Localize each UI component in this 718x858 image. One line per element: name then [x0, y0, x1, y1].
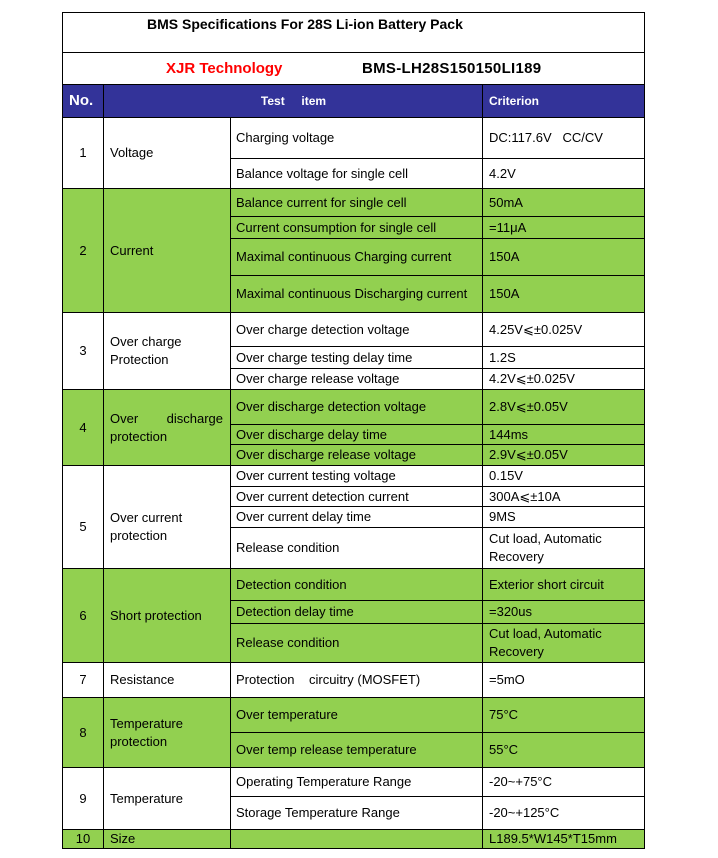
header-row: [63, 85, 645, 118]
row-1-item: Voltage: [104, 118, 231, 189]
row-8-item: Temperature protection: [104, 698, 231, 768]
row-10-test-empty: [231, 830, 483, 849]
header-test-item: Test item: [104, 85, 483, 118]
row-4-test-1-criterion: 2.8V⩽±0.05V: [483, 390, 645, 425]
table-row: [63, 663, 645, 698]
row-10-test-1-criterion: L189.5*W145*T15mm: [483, 830, 645, 849]
row-6-item: Short protection: [104, 569, 231, 663]
header-criterion: Criterion: [483, 85, 645, 118]
row-3-number: 3: [63, 313, 104, 390]
table-row: [63, 698, 645, 733]
title-cell: [63, 13, 645, 53]
row-3-test-2-name: Over charge testing delay time: [231, 347, 483, 369]
row-8-test-2-criterion: 55°C: [483, 733, 645, 768]
row-1-test-2-name: Balance voltage for single cell: [231, 159, 483, 189]
row-6-test-2-name: Detection delay time: [231, 601, 483, 624]
row-4-test-3-name: Over discharge release voltage: [231, 445, 483, 466]
row-9-number: 9: [63, 768, 104, 830]
row-3-test-3-criterion: 4.2V⩽±0.025V: [483, 369, 645, 390]
table-row: [63, 313, 645, 347]
row-4-test-1-name: Over discharge detection voltage: [231, 390, 483, 425]
row-7-item: Resistance: [104, 663, 231, 698]
row-5-test-2-criterion: 300A⩽±10A: [483, 487, 645, 507]
row-10-item: Size: [104, 830, 231, 849]
row-7-test-1-name: Protection circuitry (MOSFET): [231, 663, 483, 698]
table-row: [63, 830, 645, 849]
row-2-test-4-criterion: 150A: [483, 276, 645, 313]
row-1-test-1-name: Charging voltage: [231, 118, 483, 159]
row-2-test-1-criterion: 50mA: [483, 189, 645, 217]
row-5-test-1-criterion: 0.15V: [483, 466, 645, 487]
table-row: [63, 569, 645, 601]
row-9-test-2-criterion: -20~+125°C: [483, 797, 645, 830]
row-4-test-2-name: Over discharge delay time: [231, 425, 483, 445]
table-row: [63, 189, 645, 217]
row-2-test-3-name: Maximal continuous Charging current: [231, 239, 483, 276]
row-6-test-3-criterion: Cut load, Automatic Recovery: [483, 624, 645, 663]
row-9-test-1-criterion: -20~+75°C: [483, 768, 645, 797]
row-5-test-2-name: Over current detection current: [231, 487, 483, 507]
row-6-test-1-name: Detection condition: [231, 569, 483, 601]
company-cell: [63, 53, 645, 85]
row-9-test-2-name: Storage Temperature Range: [231, 797, 483, 830]
row-5-item: Over current protection: [104, 466, 231, 569]
row-5-test-4-name: Release condition: [231, 528, 483, 569]
row-6-test-2-criterion: =320us: [483, 601, 645, 624]
row-3-test-1-name: Over charge detection voltage: [231, 313, 483, 347]
table-row: [63, 768, 645, 797]
row-2-item: Current: [104, 189, 231, 313]
row-3-test-2-criterion: 1.2S: [483, 347, 645, 369]
row-10-number: 10: [63, 830, 104, 849]
row-4-item: Over discharge protection: [104, 390, 231, 466]
row-6-test-1-criterion: Exterior short circuit: [483, 569, 645, 601]
row-6-test-3-name: Release condition: [231, 624, 483, 663]
bms-spec-table: [62, 12, 645, 849]
row-8-test-1-name: Over temperature: [231, 698, 483, 733]
table-row: [63, 466, 645, 487]
row-7-number: 7: [63, 663, 104, 698]
row-2-number: 2: [63, 189, 104, 313]
company-row: [63, 53, 645, 85]
row-2-test-2-name: Current consumption for single cell: [231, 217, 483, 239]
table-row: [63, 118, 645, 159]
row-1-test-2-criterion: 4.2V: [483, 159, 645, 189]
row-2-test-4-name: Maximal continuous Discharging current: [231, 276, 483, 313]
header-no: No.: [63, 85, 104, 118]
title-row: [63, 13, 645, 53]
row-8-test-2-name: Over temp release temperature: [231, 733, 483, 768]
row-9-test-1-name: Operating Temperature Range: [231, 768, 483, 797]
row-6-number: 6: [63, 569, 104, 663]
company-name: XJR Technology: [166, 59, 283, 77]
row-5-test-3-criterion: 9MS: [483, 507, 645, 528]
row-3-test-1-criterion: 4.25V⩽±0.025V: [483, 313, 645, 347]
row-1-test-1-criterion: DC:117.6V CC/CV: [483, 118, 645, 159]
row-3-item: Over charge Protection: [104, 313, 231, 390]
document-title: BMS Specifications For 28S Li-ion Battery Pack: [147, 16, 463, 32]
row-5-test-3-name: Over current delay time: [231, 507, 483, 528]
row-8-test-1-criterion: 75°C: [483, 698, 645, 733]
row-2-test-2-criterion: =11μA: [483, 217, 645, 239]
row-5-number: 5: [63, 466, 104, 569]
row-8-number: 8: [63, 698, 104, 768]
row-5-test-4-criterion: Cut load, Automatic Recovery: [483, 528, 645, 569]
row-2-test-1-name: Balance current for single cell: [231, 189, 483, 217]
table-row: [63, 390, 645, 425]
row-4-test-2-criterion: 144ms: [483, 425, 645, 445]
row-7-test-1-criterion: =5mO: [483, 663, 645, 698]
row-1-number: 1: [63, 118, 104, 189]
row-4-number: 4: [63, 390, 104, 466]
row-5-test-1-name: Over current testing voltage: [231, 466, 483, 487]
row-2-test-3-criterion: 150A: [483, 239, 645, 276]
row-4-test-3-criterion: 2.9V⩽±0.05V: [483, 445, 645, 466]
model-number: BMS-LH28S150150LI189: [362, 59, 542, 77]
row-3-test-3-name: Over charge release voltage: [231, 369, 483, 390]
row-9-item: Temperature: [104, 768, 231, 830]
